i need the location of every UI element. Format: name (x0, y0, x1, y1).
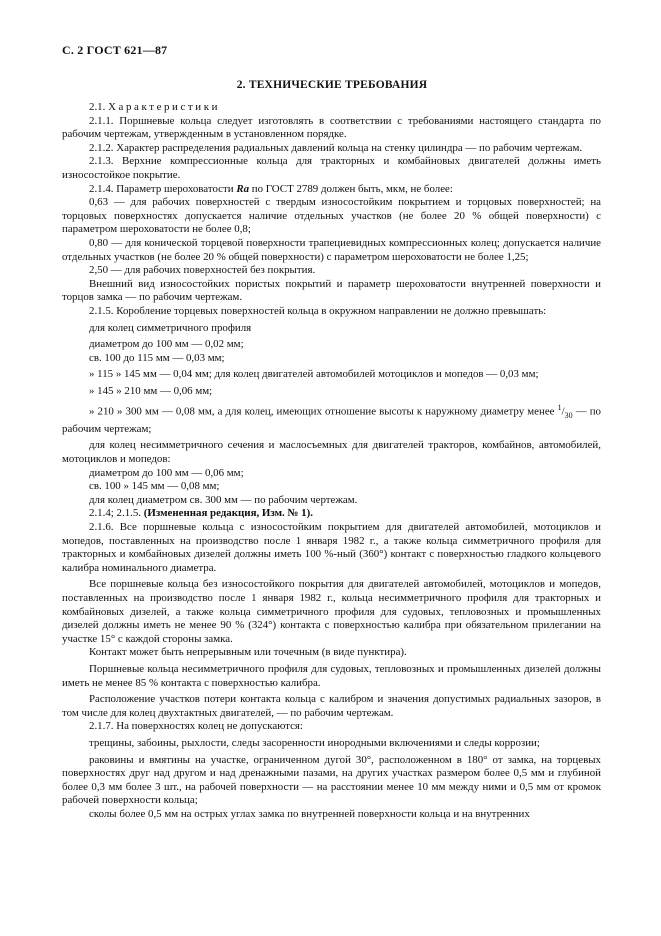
text-fragment: » 210 » 300 мм — 0,08 мм, а для колец, имеющих отношение высоты к наружному диаметру менее (89, 406, 558, 419)
page-header: С. 2 ГОСТ 621—87 (62, 43, 168, 57)
paragraph-2-1-3: 2.1.3. Верхние компрессионные кольца для тракторных и комбайновых двигателей должны иметь износостойкое покрытие. (62, 155, 601, 181)
defect-item: трещины, забоины, рыхлости, следы засоренности инородными включениями и следы коррозии; (89, 736, 540, 749)
paragraph-2-1-2: 2.1.2. Характер распределения радиальных давлений кольца на стенку цилиндра — по рабочим чертежам. (89, 141, 583, 154)
paragraph-2-1-4 (62, 183, 601, 197)
symmetric-item: св. 100 до 115 мм — 0,03 мм; (89, 351, 225, 364)
paragraph-2-1-5: 2.1.5. Коробление торцевых поверхностей кольца в окружном направлении не должно превышать: (89, 304, 547, 317)
paragraph-2-1-7: 2.1.7. На поверхностях колец не допускаются: (89, 720, 303, 733)
amendment-bold: (Измененная редакция, Изм. № 1). (143, 507, 313, 520)
document-body (62, 101, 601, 821)
defect-item: раковины и вмятины на участке, ограниченном дугой 30°, расположенном в 180° от замка, на торцевых поверхностях друг над другом и над дренажными пазами, на других участках размером более 0,5 мм и глубиной более 0,3 мм более 3 шт., на рабочей поверхности — на расстоянии менее 10 мм между ними и 0,5 мм от кромок рабочей поверхности кольца; (62, 753, 601, 807)
fraction-numerator: 1 (557, 403, 562, 413)
no-coating-rings: Все поршневые кольца без износостойкого покрытия для двигателей автомобилей, мотоциклов и мопедов, поставленных на производство после 1 января 1982 г., кольца несимметричного профиля для тракторных и комбайновых дизелей, а также кольца симметричного профиля для судовых, тепловозных и промышленных дизелей должны иметь не менее 90 % (324°) контакта с поверхностью калибра при обязательном прилегании на участке 15° с каждой стороны замка. (62, 578, 601, 645)
roughness-080: 0,80 — для конической торцевой поверхности трапециевидных компрессионных колец; допускается наличие отдельных участков (не более 20 % общей поверхности) с параметром шероховатости не более 1,25; (62, 236, 601, 263)
text-fragment: 2.1.4. Параметр шероховатости (89, 182, 237, 195)
text-fragment: по ГОСТ 2789 должен быть, мкм, не более: (249, 182, 453, 195)
symmetric-item: » 115 » 145 мм — 0,04 мм; для колец двигателей автомобилей мотоциклов и мопедов — 0,03 мм; (89, 368, 539, 381)
text-fragment: 2.1.4; 2.1.5. (89, 507, 144, 520)
fraction-denominator: 30 (564, 411, 573, 421)
paragraph-number: 2.1. (89, 101, 106, 113)
contact-type: Контакт может быть непрерывным или точечным (в виде пунктира). (89, 646, 407, 659)
wear-coating-appearance: Внешний вид износостойких пористых покрытий и параметр шероховатости внутренней поверхности и торцов замка — по рабочим чертежам. (62, 277, 601, 304)
contact-loss-areas: Расположение участков потери контакта кольца с калибром и значения допустимых радиальных зазоров, в том числе для колец двухтактных двигателей, — по рабочим чертежам. (62, 693, 601, 719)
paragraph-2-1-6: 2.1.6. Все поршневые кольца с износостойким покрытием для двигателей автомобилей, мотоциклов и мопедов, поставленных на производство после 1 января 1982 г., а также кольца симметричного профиля для тракторных и комбайновых дизелей должны иметь 100 %-ный (360°) контакт с поверхностью гладкого кольцевого калибра номинального диаметра. (62, 521, 601, 574)
section-title: 2. ТЕХНИЧЕСКИЕ ТРЕБОВАНИЯ (236, 79, 428, 91)
asymmetric-item: св. 100 » 145 мм — 0,08 мм; (89, 480, 220, 493)
asymmetric-item: диаметром до 100 мм — 0,06 мм; (89, 466, 244, 479)
symmetric-item: » 145 » 210 мм — 0,06 мм; (89, 384, 213, 397)
paragraph-2-1-1: 2.1.1. Поршневые кольца следует изготовлять в соответствии с требованиями настоящего стандарта по рабочим чертежам, утвержденным в установленном порядке. (62, 114, 601, 141)
symmetric-item: » 210 » 300 мм — 0,08 мм, а для колец, имеющих отношение высоты к наружному диаметру менее $^1/_{30}$ — по рабочим чертежам; (62, 403, 601, 435)
asymmetric-profile-heading: для колец несимметричного сечения и маслосъемных для двигателей тракторов, комбайнов, автомобилей, мотоциклов и мопедов: (62, 439, 601, 466)
asymmetric-marine: Поршневые кольца несимметричного профиля для судовых, тепловозных и промышленных дизелей должны иметь не менее 85 % контакта с поверхностью калибра. (62, 662, 601, 689)
paragraph-2-1 (62, 101, 601, 115)
text-fragment: — по рабочим чертежам; (62, 406, 601, 435)
asymmetric-item: для колец диаметром св. 300 мм — по рабочим чертежам. (89, 493, 358, 506)
defect-item: сколы более 0,5 мм на острых углах замка по внутренней поверхности кольца и на внутренних (89, 807, 530, 820)
ra-symbol: Ra (236, 182, 250, 195)
symmetric-item: диаметром до 100 мм — 0,02 мм; (89, 338, 244, 351)
roughness-250: 2,50 — для рабочих поверхностей без покрытия. (89, 264, 316, 277)
amendment-note (62, 507, 601, 521)
roughness-063: 0,63 — для рабочих поверхностей с твердым износостойким покрытием и торцовых поверхностей; на торцовых поверхностях допускается наличие отдельных участков (не более 20 % общей поверхности) с параметром шероховатости не более 0,8; (62, 196, 601, 236)
spaced-heading: Характеристики (108, 101, 221, 113)
symmetric-profile-heading: для колец симметричного профиля (89, 321, 252, 334)
